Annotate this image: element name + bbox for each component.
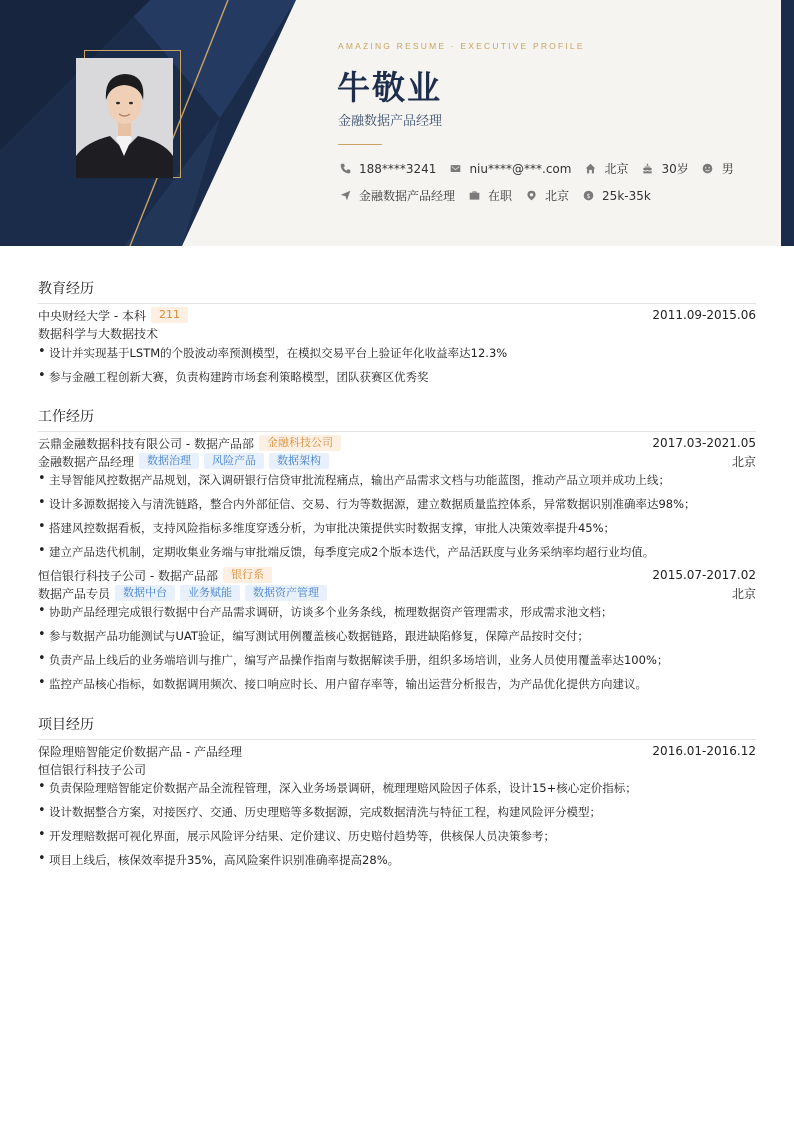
phone-item — [338, 162, 436, 176]
send-icon — [338, 189, 352, 203]
role-tag: 数据架构 — [269, 453, 329, 469]
company-tag: 金融科技公司 — [259, 435, 341, 451]
job-bullet: • 参与数据产品功能测试与UAT验证，编写测试用例覆盖核心数据链路，跟进缺陷修复，保障产品按时交付； — [38, 628, 589, 644]
mail-icon — [448, 162, 462, 176]
project-bullet: • 开发理赔数据可视化界面，展示风险评分结果、定价建议、历史赔付趋势等，供核保人员决策参考； — [38, 828, 555, 844]
job-role: 数据产品专员 — [38, 586, 111, 601]
job-role: 金融数据产品经理 — [38, 454, 135, 469]
phone-text: 188****3241 — [359, 161, 437, 176]
school-tag: 211 — [151, 307, 188, 323]
status-item — [467, 187, 512, 204]
resume-header — [0, 0, 794, 246]
project-bullet: • 负责保险理赔智能定价数据产品全流程管理，深入业务场景调研，梳理理赔风险因子体系，设计15+核心定价指标； — [38, 780, 637, 796]
job-location: 北京 — [731, 454, 756, 469]
email-text: niu****@***.com — [469, 161, 572, 176]
project-bullet: • 项目上线后，核保效率提升35%，高风险案件识别准确率提高28%。 — [38, 852, 399, 868]
school-name: 中央财经大学 - 本科 — [38, 308, 146, 323]
job-bullet: • 设计多源数据接入与清洗链路，整合内外部征信、交易、行为等数据源，建立数据质量监控体系，异常数据识别准确率达98%； — [38, 496, 696, 512]
job-bullet: • 建立产品迭代机制，定期收集业务端与审批端反馈，每季度完成2个版本迭代，产品活跃度与业务采纳率均超行业均值。 — [38, 544, 654, 560]
company-name: 恒信银行科技子公司 - 数据产品部 — [38, 568, 218, 583]
phone-icon — [338, 162, 352, 176]
education-bullet: • 设计并实现基于LSTM的个股波动率预测模型，在模拟交易平台上验证年化收益率达12.3% — [38, 345, 507, 361]
salary-icon — [581, 189, 595, 203]
gender-icon — [701, 162, 715, 176]
cake-icon — [640, 162, 654, 176]
major: 数据科学与大数据技术 — [38, 326, 159, 341]
project-entry — [38, 742, 756, 778]
briefcase-icon — [467, 189, 481, 203]
project-company: 恒信银行科技子公司 — [38, 762, 147, 777]
email-item — [448, 162, 571, 176]
education-entry — [38, 306, 756, 342]
job-bullet: • 主导智能风控数据产品规划，深入调研银行信贷审批流程痛点，输出产品需求文档与功能蓝图，推动产品立项并成功上线； — [38, 472, 670, 488]
city-item — [583, 160, 628, 177]
role-tag: 风险产品 — [204, 453, 264, 469]
location-pin-icon — [524, 189, 538, 203]
salary-item — [581, 189, 651, 203]
intent-row — [338, 187, 663, 204]
salary-text: 25k-35k — [602, 188, 651, 203]
work-section — [38, 406, 756, 691]
gold-divider — [338, 144, 382, 145]
contact-row — [338, 160, 746, 177]
education-bullet: • 参与金融工程创新大赛，负责构建跨市场套利策略模型，团队获赛区优秀奖 — [38, 369, 429, 385]
candidate-title: 金融数据产品经理 — [338, 114, 443, 129]
job-bullet: • 协助产品经理完成银行数据中台产品需求调研，访谈多个业务条线，梳理数据资产管理需求，形成需求池文档； — [38, 604, 613, 620]
target-city-item — [524, 187, 569, 204]
age-item — [640, 160, 688, 177]
education-date: 2011.09-2015.06 — [652, 308, 756, 322]
job-date: 2015.07-2017.02 — [652, 568, 756, 582]
target-city-text: 北京 — [545, 189, 570, 203]
project-bullet: • 设计数据整合方案，对接医疗、交通、历史理赔等多数据源，完成数据清洗与特征工程，构建风险评分模型； — [38, 804, 601, 820]
candidate-name: 牛敬业 — [337, 68, 442, 107]
project-date: 2016.01-2016.12 — [652, 744, 756, 758]
target-role-text: 金融数据产品经理 — [359, 189, 456, 203]
job-location: 北京 — [731, 586, 756, 601]
education-section — [38, 278, 756, 384]
company-name: 云鼎金融数据科技有限公司 - 数据产品部 — [38, 436, 254, 451]
job-bullet: • 负责产品上线后的业务端培训与推广，编写产品操作指南与数据解读手册，组织多场培训，业务人员使用覆盖率达100%； — [38, 652, 668, 668]
job-entry — [38, 566, 756, 602]
section-title-work: 工作经历 — [38, 406, 756, 432]
header-tagline: AMAZING RESUME · EXECUTIVE PROFILE — [338, 41, 585, 51]
gender-text: 男 — [721, 162, 734, 176]
city-text: 北京 — [604, 162, 629, 176]
project-name: 保险理赔智能定价数据产品 - 产品经理 — [38, 744, 242, 759]
section-title-education: 教育经历 — [38, 278, 756, 304]
gender-item — [701, 160, 734, 177]
role-tag: 数据治理 — [139, 453, 199, 469]
home-icon — [583, 162, 597, 176]
job-bullet: • 监控产品核心指标，如数据调用频次、接口响应时长、用户留存率等，输出运营分析报告，为产品优化提供方向建议。 — [38, 676, 647, 692]
svg-text:$: $ — [586, 192, 591, 200]
job-entry — [38, 434, 756, 470]
job-date: 2017.03-2021.05 — [652, 436, 756, 450]
projects-section — [38, 714, 756, 867]
avatar — [76, 58, 173, 178]
age-text: 30岁 — [661, 162, 689, 176]
role-tag: 数据资产管理 — [245, 585, 327, 601]
company-tag: 银行系 — [223, 567, 272, 583]
role-tag: 业务赋能 — [180, 585, 240, 601]
job-bullet: • 搭建风控数据看板，支持风险指标多维度穿透分析，为审批决策提供实时数据支撑，审批人决策效率提升45%； — [38, 520, 615, 536]
role-tag: 数据中台 — [115, 585, 175, 601]
status-text: 在职 — [488, 189, 513, 203]
target-role-item — [338, 187, 455, 204]
section-title-projects: 项目经历 — [38, 714, 756, 740]
